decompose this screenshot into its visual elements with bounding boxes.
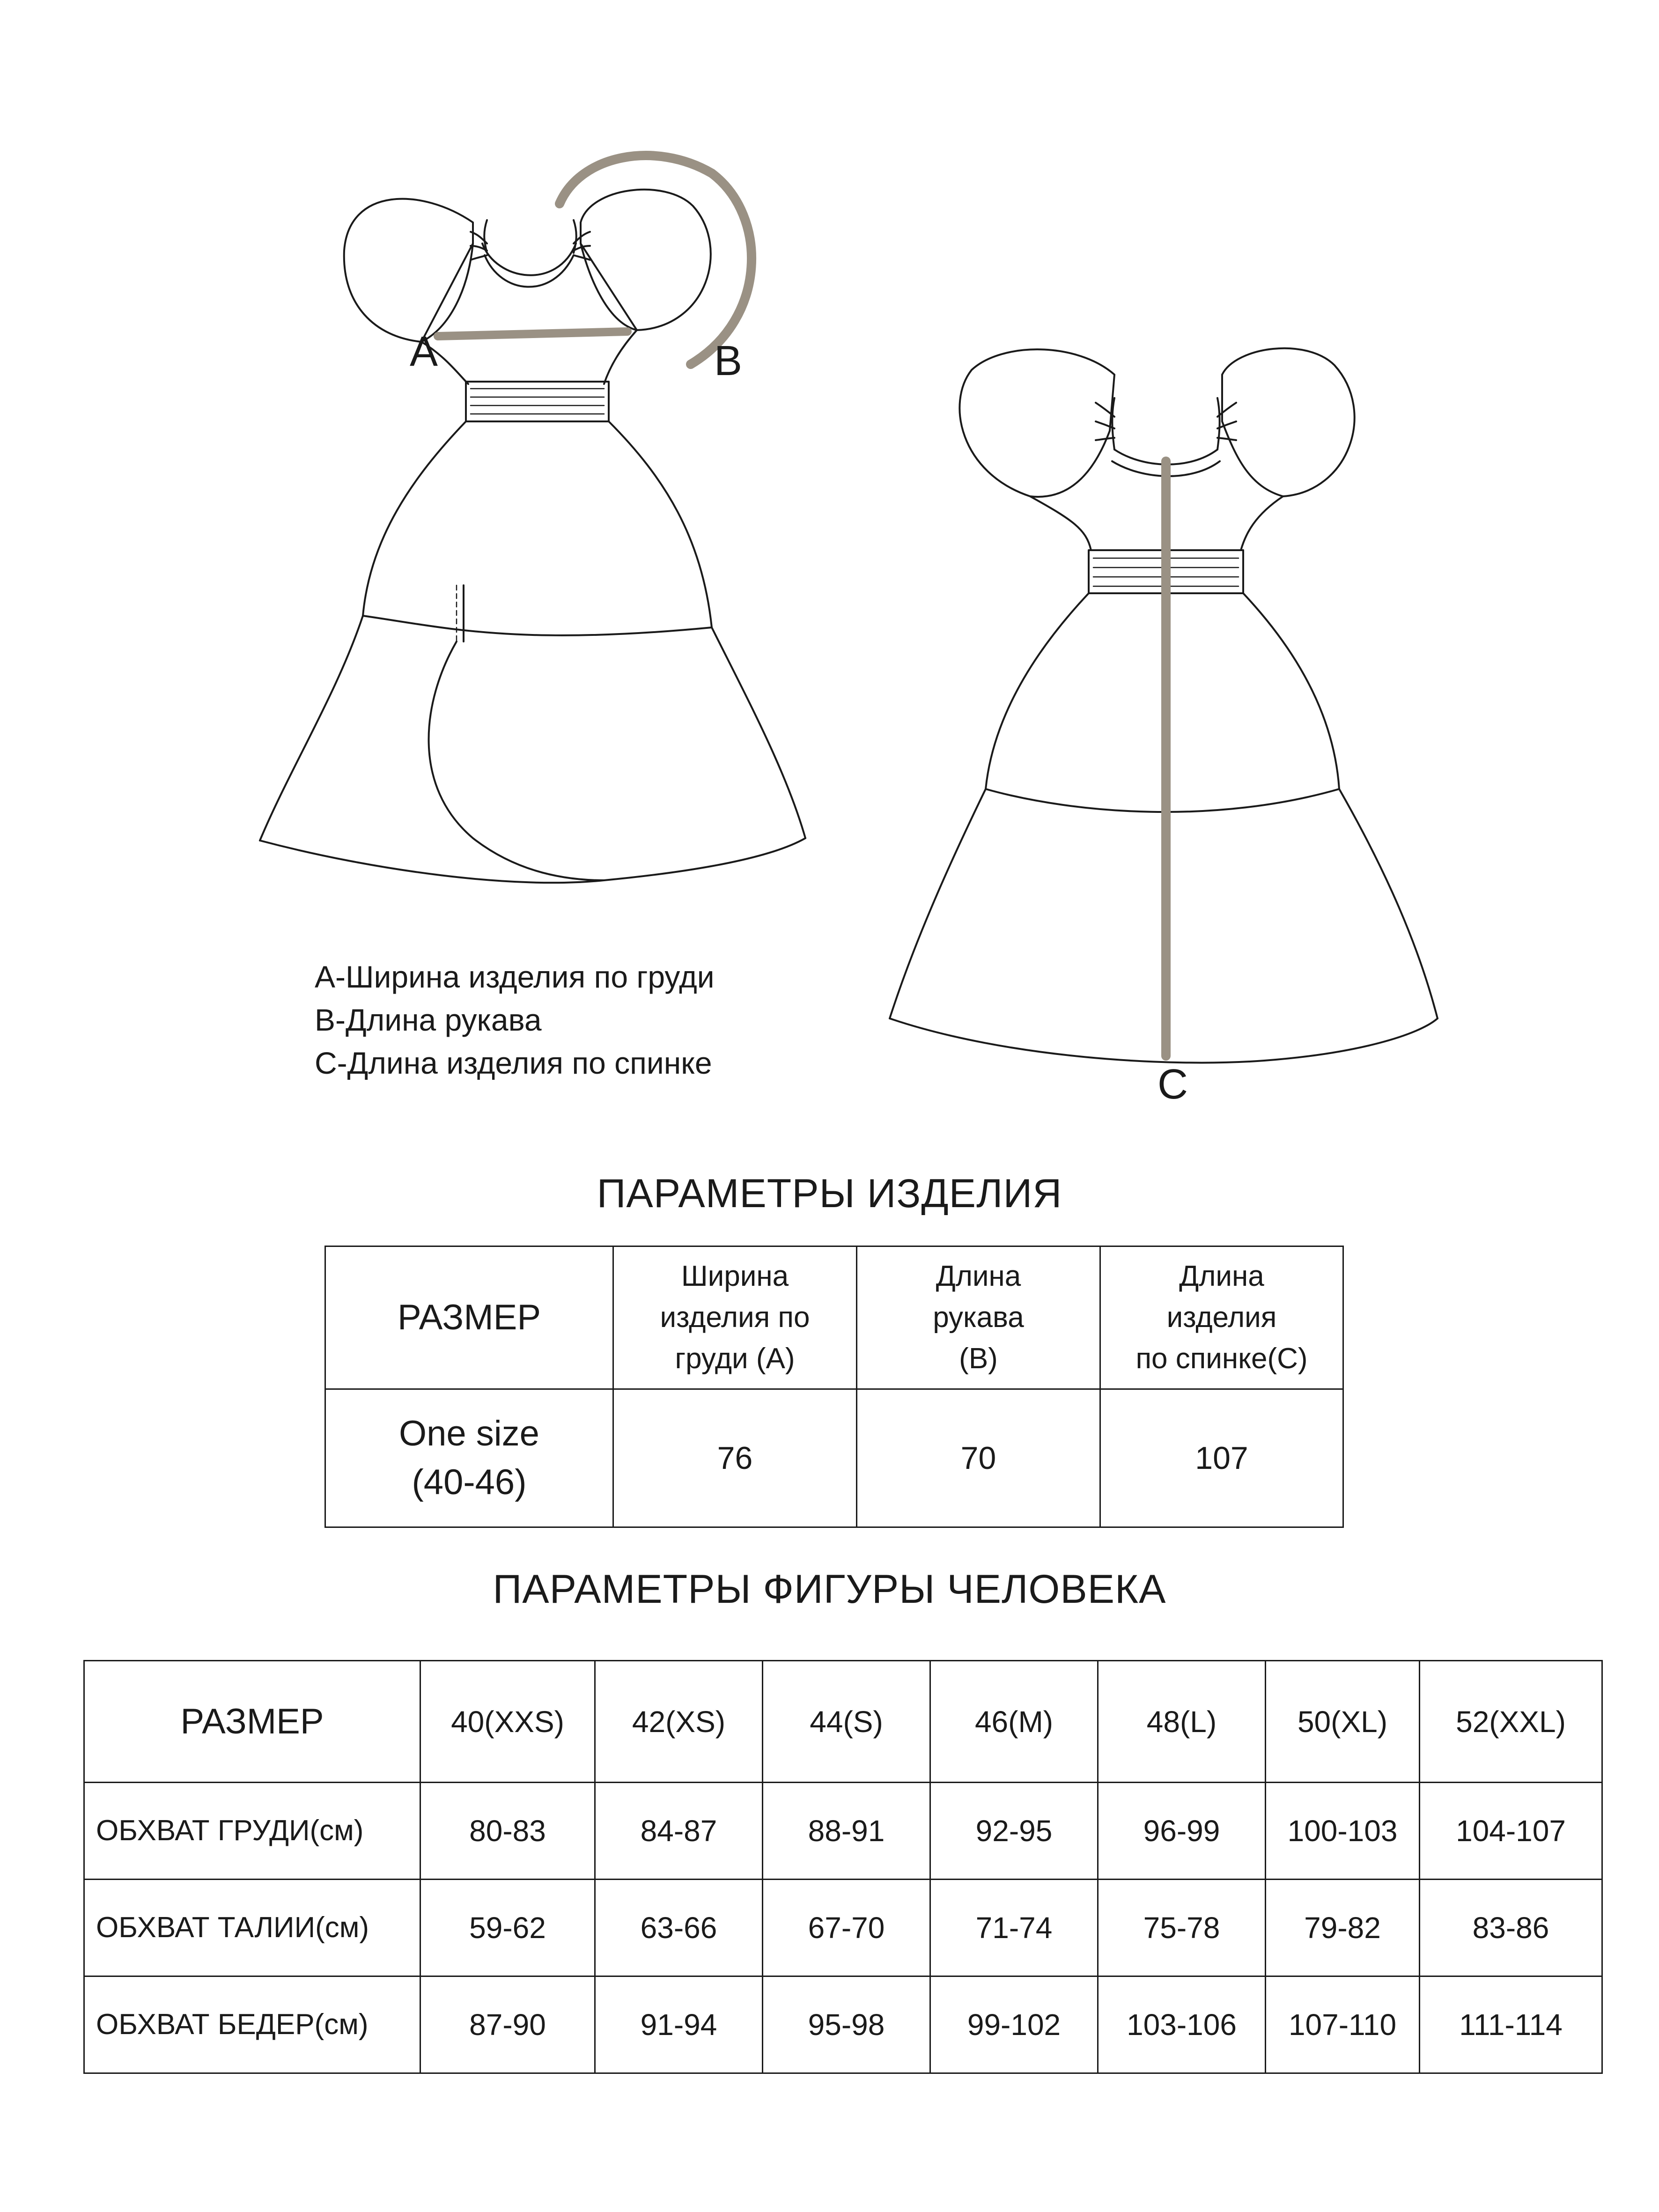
product-value-c: 107 [1100, 1389, 1343, 1527]
legend-item-a: A-Ширина изделия по груди [315, 959, 715, 994]
measurement-legend [315, 955, 715, 1084]
table-cell: 75-78 [1098, 1880, 1266, 1976]
body-params-table [83, 1660, 1603, 2074]
size-col-header: 50(XL) [1266, 1661, 1420, 1783]
size-col-header: 42(XS) [595, 1661, 763, 1783]
product-header-c: Длина изделия по спинке(С) [1100, 1246, 1343, 1389]
size-col-header: 46(M) [930, 1661, 1098, 1783]
row-label: ОБХВАТ ГРУДИ(см) [84, 1783, 420, 1880]
table-row [84, 1880, 1602, 1976]
label-b: B [714, 338, 743, 384]
table-cell: 111-114 [1420, 1976, 1602, 2073]
table-cell: 79-82 [1266, 1880, 1420, 1976]
table-cell: 96-99 [1098, 1783, 1266, 1880]
table-cell: 87-90 [420, 1976, 595, 2073]
product-params-table [324, 1246, 1344, 1528]
table-cell: 67-70 [763, 1880, 930, 1976]
table-cell: 84-87 [595, 1783, 763, 1880]
table-cell: 100-103 [1266, 1783, 1420, 1880]
table-cell: 80-83 [420, 1783, 595, 1880]
front-view [260, 190, 805, 883]
row-label: ОБХВАТ ТАЛИИ(см) [84, 1880, 420, 1976]
product-header-size: РАЗМЕР [325, 1246, 613, 1389]
table-row [84, 1783, 1602, 1880]
table-cell: 63-66 [595, 1880, 763, 1976]
table-cell: 103-106 [1098, 1976, 1266, 2073]
legend-item-c: C-Длина изделия по спинке [315, 1046, 712, 1080]
table-cell: 59-62 [420, 1880, 595, 1976]
size-header: РАЗМЕР [84, 1661, 420, 1783]
table-cell: 71-74 [930, 1880, 1098, 1976]
table-row [84, 1976, 1602, 2073]
table-cell: 92-95 [930, 1783, 1098, 1880]
product-params-title: ПАРАМЕТРЫ ИЗДЕЛИЯ [597, 1171, 1062, 1216]
body-params-title: ПАРАМЕТРЫ ФИГУРЫ ЧЕЛОВЕКА [493, 1567, 1166, 1612]
size-col-header: 52(XXL) [1420, 1661, 1602, 1783]
table-cell: 83-86 [1420, 1880, 1602, 1976]
table-cell: 99-102 [930, 1976, 1098, 2073]
product-value-a: 76 [613, 1389, 857, 1527]
legend-item-b: B-Длина рукава [315, 1003, 542, 1037]
product-value-b: 70 [857, 1389, 1100, 1527]
label-c: C [1158, 1061, 1188, 1108]
row-label: ОБХВАТ БЕДЕР(см) [84, 1976, 420, 2073]
product-header-a: Ширина изделия по груди (А) [613, 1246, 857, 1389]
size-col-header: 40(XXS) [420, 1661, 595, 1783]
table-cell: 95-98 [763, 1976, 930, 2073]
product-size-cell: One size (40-46) [325, 1389, 613, 1527]
table-cell: 107-110 [1266, 1976, 1420, 2073]
table-cell: 104-107 [1420, 1783, 1602, 1880]
label-a: A [410, 328, 438, 375]
product-header-b: Длина рукава (B) [857, 1246, 1100, 1389]
measure-a-line [438, 332, 627, 336]
table-cell: 88-91 [763, 1783, 930, 1880]
table-cell: 91-94 [595, 1976, 763, 2073]
size-col-header: 48(L) [1098, 1661, 1266, 1783]
size-col-header: 44(S) [763, 1661, 930, 1783]
